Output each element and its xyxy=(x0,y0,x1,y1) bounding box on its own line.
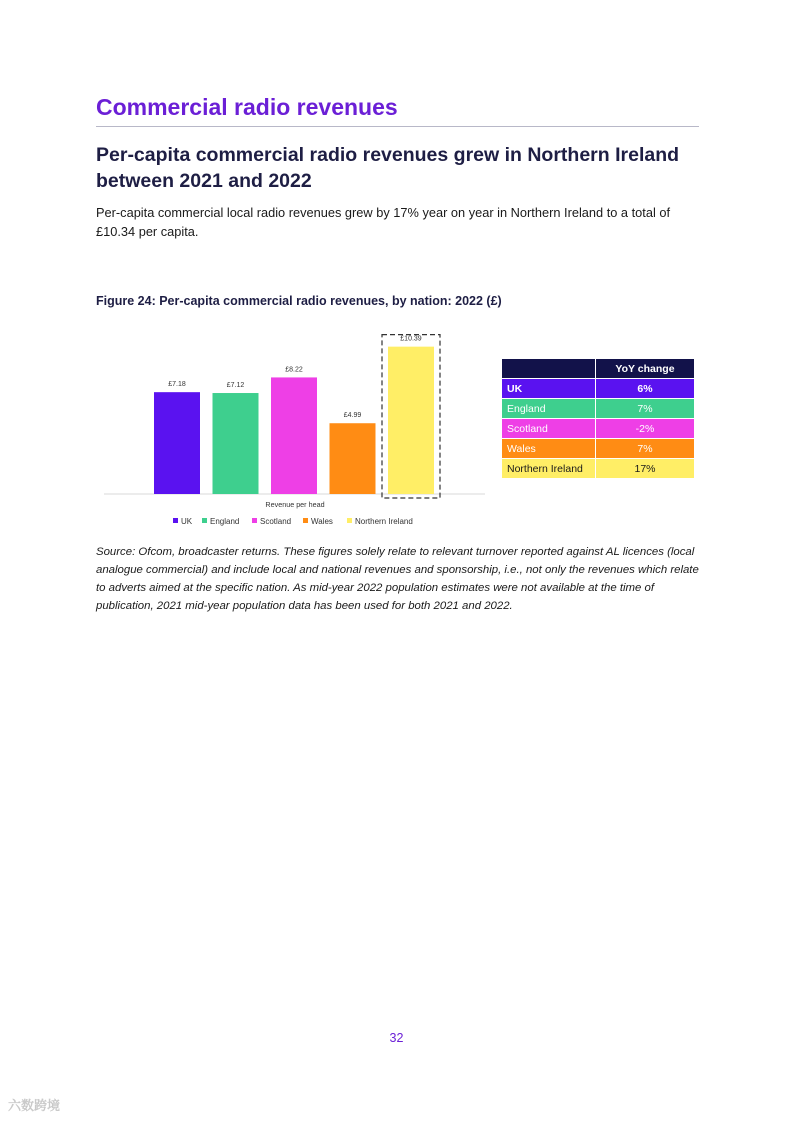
table-cell-nation: Wales xyxy=(502,439,596,459)
bar-4 xyxy=(388,347,434,494)
legend-swatch xyxy=(173,518,178,523)
source-note: Source: Ofcom, broadcaster returns. These figures solely relate to relevant turnover reported against AL licences (local analogue commercial) and include local and national revenues and sponsorship, i.e., not only the revenues which relate to adverts aimed at the specific nation. As mid-year 2022 population estimates were not available at the time of publication, 2021 mid-year population data has been used for both 2021 and 2022. xyxy=(96,546,699,612)
yoy-change-table xyxy=(501,358,695,479)
page-title: Commercial radio revenues xyxy=(96,94,398,120)
table-row xyxy=(502,419,695,439)
table-row xyxy=(502,379,695,399)
table-row xyxy=(502,459,695,479)
table-cell-nation: UK xyxy=(502,379,596,399)
legend-swatch xyxy=(202,518,207,523)
table-header-change: YoY change xyxy=(596,359,695,379)
x-axis-label: Revenue per head xyxy=(265,500,325,509)
legend-swatch xyxy=(303,518,308,523)
data-label: £7.12 xyxy=(226,382,245,390)
table-cell-change: -2% xyxy=(596,419,695,439)
table-cell-change: 6% xyxy=(596,379,695,399)
bar-chart xyxy=(100,328,490,534)
figure-caption: Figure 24: Per-capita commercial radio revenues, by nation: 2022 (£) xyxy=(96,294,502,308)
legend-label: Wales xyxy=(311,517,333,526)
section-subtitle: Per-capita commercial radio revenues grew in Northern Ireland between 2021 and 2022 xyxy=(96,144,680,192)
watermark: 六数跨境 xyxy=(8,1098,61,1113)
legend-label: Northern Ireland xyxy=(355,517,413,526)
table-cell-nation: Northern Ireland xyxy=(502,459,596,479)
data-label: £10.39 xyxy=(400,335,422,343)
bar-2 xyxy=(271,377,317,494)
table-header-row xyxy=(502,359,695,379)
data-label: £4.99 xyxy=(343,412,362,420)
table-cell-change: 7% xyxy=(596,439,695,459)
intro-paragraph: Per-capita commercial local radio revenues grew by 17% year on year in Northern Ireland to a total of £10.34 per capita. xyxy=(96,205,671,239)
legend-swatch xyxy=(347,518,352,523)
bar-1 xyxy=(213,393,259,494)
legend-label: UK xyxy=(181,517,193,526)
legend-label: England xyxy=(210,517,240,526)
table-cell-change: 7% xyxy=(596,399,695,419)
legend-label: Scotland xyxy=(260,517,292,526)
table-row xyxy=(502,399,695,419)
bar-3 xyxy=(330,423,376,494)
table-row xyxy=(502,439,695,459)
data-label: £8.22 xyxy=(285,366,303,374)
legend-swatch xyxy=(252,518,257,523)
table-cell-nation: England xyxy=(502,399,596,419)
bar-0 xyxy=(154,392,200,494)
data-label: £7.18 xyxy=(168,381,186,389)
page-number: 32 xyxy=(389,1031,404,1045)
table-header-nation xyxy=(502,359,596,379)
table-cell-change: 17% xyxy=(596,459,695,479)
table-cell-nation: Scotland xyxy=(502,419,596,439)
title-divider xyxy=(96,126,699,127)
